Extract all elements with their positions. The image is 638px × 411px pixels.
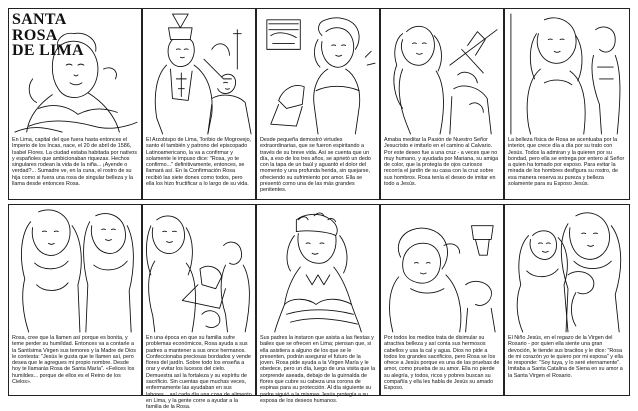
caption-dance: Sus padres la instaron que asista a las fiestas y bailes que se ofrecen en Lima; piensan que, si ella asistiera a alguno de los que se le presenten, podrán asegurar el futuro de la joven. Rosa pide ayuda a la Virgen María y le obedece, pero un día, luego de una visita que la sorprende aseada, debajo de la guirnalda de flores que cubre su cabeza una corona de espinas para su protección. Al día siguiente su padre siguió a la mismas Jesús protegía a su esposa de los deseos humanos. [260, 335, 376, 404]
illustration-childhood [257, 9, 379, 135]
illustration-passion [381, 9, 503, 135]
caption-beauty: La belleza física de Rosa se acentuaba por la interior, que crece día a día por su trato con Jesús. Todos la admiran y la quieren por su bondad, pero ella se entrega por entero al Señor a quien ha tomado por esposo. Para evitar la mirada de los hombres desfigura su rostro, de esa manera reserva su pureza y belleza solamente para su Esposo Jesús. [508, 137, 625, 188]
coloring-sheet [8, 8, 630, 411]
caption-humility: Rosa, cree que la llamen así porque es bonita, y teme perder su humildad. Entonces va a contarle a la Santísima Virgen sus temores y la Madre de Dios le contesta: "Jesús le gusta que te llamen así, pero desea que le agregues mi propio nombre. Desde hoy te llamarás Rosa de Santa María". «Felices los humildes... porque de ellos es el Reino de los Cielos». [12, 335, 136, 386]
bottom-row [8, 204, 630, 411]
caption-sacrifice: Por todos los medios trata de disimular su atractiva belleza y así conta sus hermosos cabellos y usa la cal y agua. Dios no pide a todos los grandes sacrificios, pero Rosa se los ofrece a Jesús porque es una de las pruebas de amor, como prueba de su amor. Ella no pierde su alegría, y todos, ricos y pobres buscan su compañía y ella les habla de Jesús su amado Esposo. [384, 335, 500, 392]
illustration-humility [9, 205, 141, 333]
panel-family [142, 204, 256, 411]
caption-passion: Amaba meditar la Pasión de Nuestro Señor Jesucristo e imitarlo en el camino al Calvario. Por este deseo fue a una cruz - a veces que no muy humano, y ayudada por Mariana, su amiga de color, que la protegía de ojos curiosos recorría el jardín de su casa con la cruz sobre sus hombros. Rosa tenía el deseo de imitar en todo a Jesús. [384, 137, 499, 188]
illustration-confirmation [143, 9, 255, 135]
panel-confirmation [142, 8, 256, 200]
caption-espousal: El Niño Jesús, en el regazo de la Virgen del Rosario - por quien ella siente una gran devoción, le tiende sus bracitos y le dice: "Rosa de mi corazón yo te quiero por mi esposa" y ella le responde: "Soy tuya, y lo seré eternamente". Imitaba a Santa Catalina de Siena en su amor a la Santa Virgen el Rosario. [508, 335, 623, 379]
caption-childhood: Desde pequeña demostró virtudes extraordinarias, que se fueron espiritando a través de su breve vida. Así se cuenta que un día, a eso de los tres años, se aprietó un dedo con la tapa de un baúl y aguantó el dolor del momento y una profunda herida, sin quejarse, ofreciendo su sufrimiento por amor. Ella se presentó como una de las más grandes penitentes. [260, 137, 371, 194]
caption-birth: En Lima, capital del que fuera hasta entonces el Imperio de los Incas, nace, el 20 de abril de 1586, Isabel Flores. La ciudad estaba habitada por nativos y españoles que ambicionaban riquezas. Hechos singulares rodean la vida de la niña... ¡Ayende o verdad?... Sumadre ve, en la cuna, el rostro de su hija como si fuera una rosa de singular belleza y la llama desde entonces Rosa. [12, 137, 137, 188]
panel-birth [8, 8, 142, 200]
panel-childhood [256, 8, 380, 200]
page-title [12, 12, 84, 59]
title-line-2: ROSA [12, 26, 58, 44]
panel-beauty [504, 8, 630, 200]
illustration-espousal [505, 205, 629, 333]
title-line-3: DE LIMA [12, 42, 84, 59]
panel-passion [380, 8, 504, 200]
panel-humility [8, 204, 142, 396]
illustration-dance [257, 205, 379, 333]
illustration-family [143, 205, 255, 333]
panel-dance [256, 204, 380, 404]
panel-sacrifice [380, 204, 504, 396]
title-line-1: SANTA [12, 11, 67, 28]
illustration-beauty [505, 9, 629, 135]
panel-espousal [504, 204, 630, 396]
top-row [8, 8, 630, 200]
caption-family: En una época en que su familia sufre problemas económicos, Rosa ayuda a sus padres a mantener a sus once hermanos. Confeccionaba preciosas bordados y vende flores del jardín. Sobre todo los enseña a orar y evitar los lucesos del cielo. Demuestra así la fortaleza y su espíritu de sacrificio. Sin cuentas que muchas veces, enfermamente las ayudaban en sus labores... así cada día una cosa de alimento en Lima, y la gente corre a ayudar a la familia de la Rosa. [146, 335, 252, 411]
illustration-sacrifice [381, 205, 503, 333]
caption-confirmation: El Arzobispo de Lima, Toribio de Mogrovejo, santo él también y patrono del episcopado Latinoamericano, la va a confirmar y solamente le impuso dice: "Rosa, yo te confirmo..." definitivamente, entonces, se llamará así. En la Confirmación Rosa recibió las siete dones como todos, pero ella los hizo fructificar a lo largo de su vida. [146, 137, 252, 188]
